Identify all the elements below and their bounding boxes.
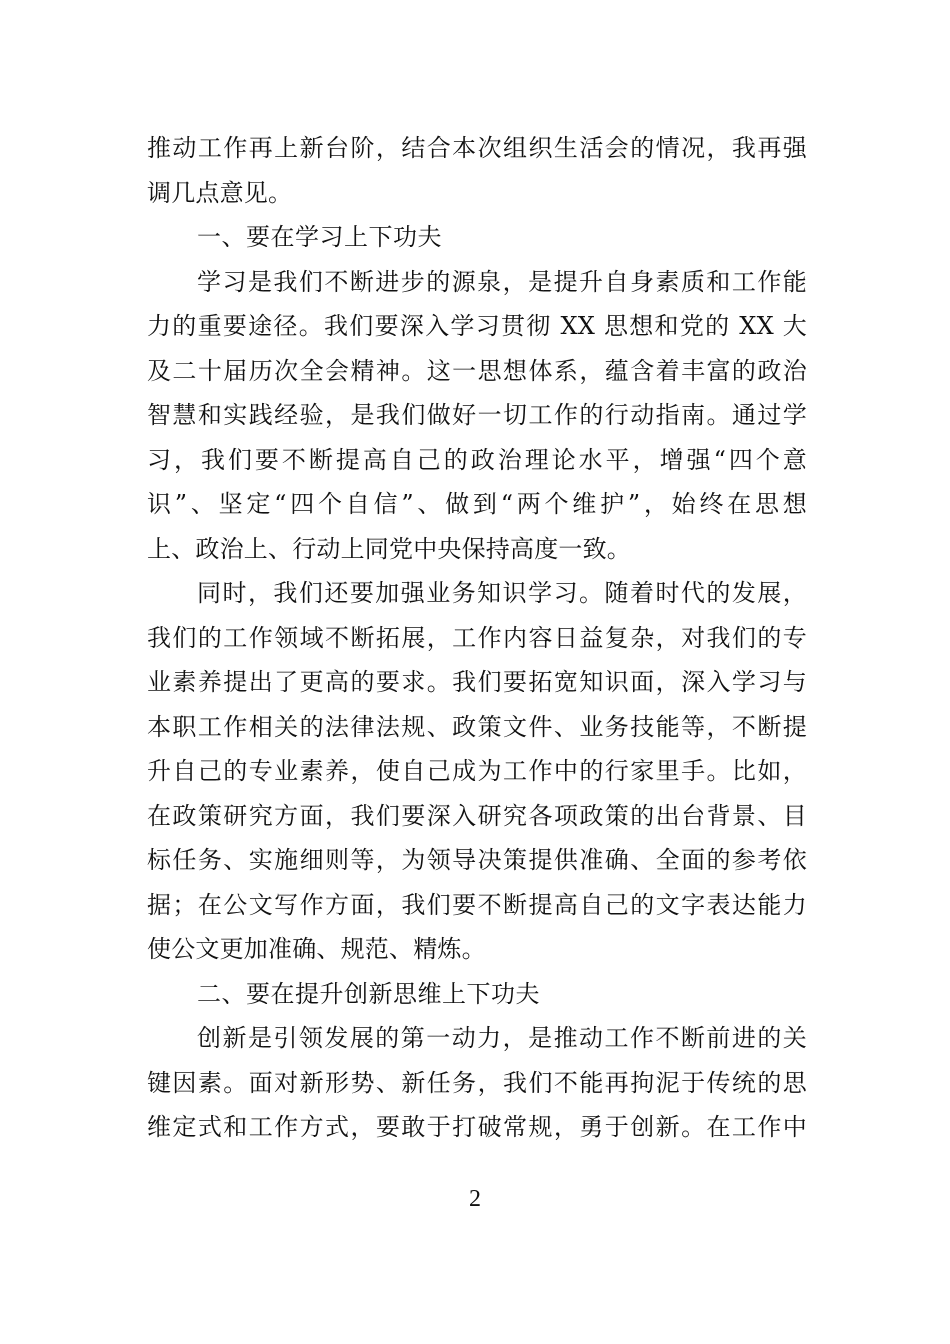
text-line: 智慧和实践经验，是我们做好一切工作的行动指南。通过学 bbox=[147, 401, 807, 429]
text-line: 我们的工作领域不断拓展，工作内容日益复杂，对我们的专 bbox=[147, 623, 807, 652]
text-line: 标任务、实施细则等，为领导决策提供准确、全面的参考依 bbox=[147, 846, 807, 874]
text-line: 及二十届历次全会精神。这一思想体系，蕴含着丰富的政治 bbox=[147, 356, 807, 385]
text-line: 键因素。面对新形势、新任务，我们不能再拘泥于传统的思 bbox=[147, 1068, 807, 1097]
text-line: 识”、坚定“四个自信”、做到“两个维护”，始终在思想 bbox=[147, 490, 807, 518]
text-line: 维定式和工作方式，要敢于打破常规，勇于创新。在工作中 bbox=[147, 1113, 807, 1141]
text-line: 创新是引领发展的第一动力，是推动工作不断前进的关 bbox=[197, 1024, 807, 1052]
text-line: 同时，我们还要加强业务知识学习。随着时代的发展， bbox=[197, 579, 807, 607]
text-line: 本职工作相关的法律法规、政策文件、业务技能等，不断提 bbox=[147, 712, 807, 741]
text-line: 习，我们要不断提高自己的政治理论水平，增强“四个意 bbox=[147, 445, 807, 474]
text-line: 学习是我们不断进步的源泉，是提升自身素质和工作能 bbox=[197, 267, 807, 296]
page-body bbox=[147, 126, 807, 1150]
text-line: 升自己的专业素养，使自己成为工作中的行家里手。比如， bbox=[147, 757, 807, 785]
page-number: 2 bbox=[469, 1186, 481, 1212]
text-line: 据；在公文写作方面，我们要不断提高自己的文字表达能力 bbox=[147, 890, 807, 919]
text-line: 调几点意见。 bbox=[147, 178, 293, 207]
section-heading-2: 二、要在提升创新思维上下功夫 bbox=[197, 979, 540, 1008]
text-line: 力的重要途径。我们要深入学习贯彻 XX 思想和党的 XX 大 bbox=[147, 312, 807, 340]
text-line: 使公文更加准确、规范、精炼。 bbox=[147, 935, 486, 963]
section-heading-1: 一、要在学习上下功夫 bbox=[197, 223, 442, 251]
text-line: 上、政治上、行动上同党中央保持高度一致。 bbox=[147, 534, 631, 563]
text-line: 推动工作再上新台阶，结合本次组织生活会的情况，我再强 bbox=[147, 134, 807, 162]
text-line: 在政策研究方面，我们要深入研究各项政策的出台背景、目 bbox=[147, 801, 807, 830]
text-line: 业素养提出了更高的要求。我们要拓宽知识面，深入学习与 bbox=[147, 668, 807, 696]
